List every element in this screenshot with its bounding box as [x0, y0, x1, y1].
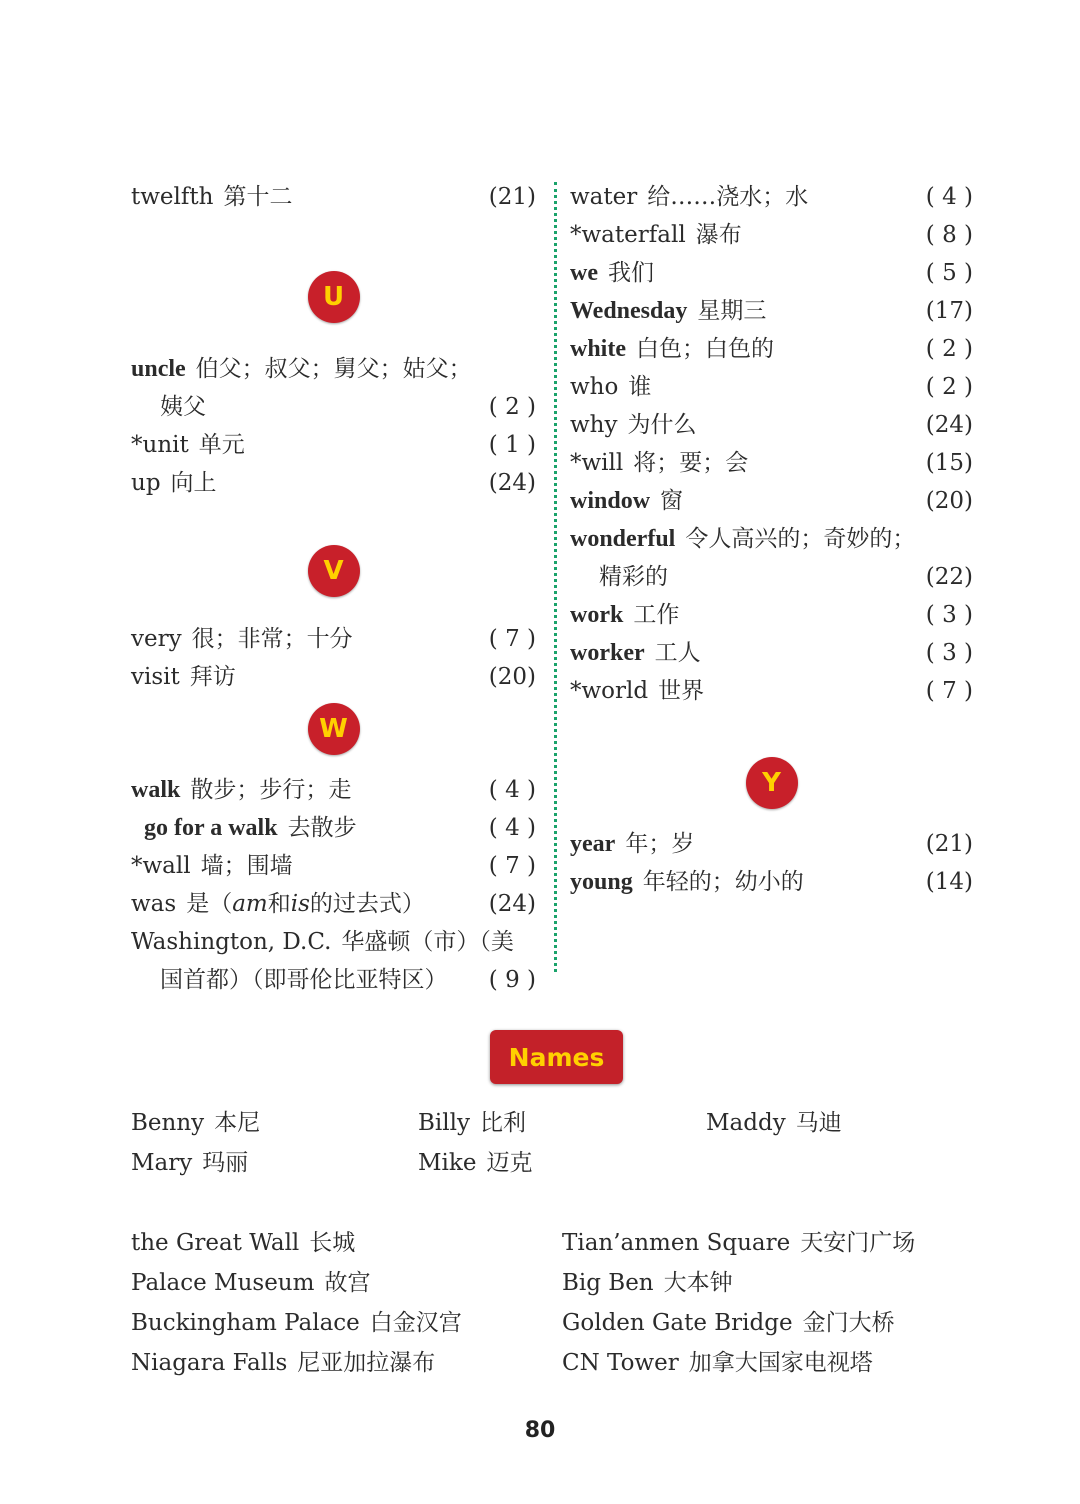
entry-word: water	[570, 184, 638, 210]
entry-meaning-continued: 国首都）（即哥伦比亚特区）	[160, 967, 448, 993]
name-en: Mike	[418, 1150, 477, 1176]
place-cn: 加拿大国家电视塔	[688, 1350, 873, 1376]
entry-unit: ( 4 )	[488, 777, 536, 803]
entry-we	[570, 254, 973, 292]
place-item-cn-tower	[562, 1348, 873, 1378]
entry-go-for-a-walk	[131, 809, 536, 847]
entry-unit: (17)	[925, 298, 973, 324]
entry-unit: ( 3 )	[925, 602, 973, 628]
place-cn: 大本钟	[663, 1270, 733, 1296]
entry-word: *wall	[131, 853, 191, 879]
entry-unit: ( 2 )	[925, 336, 973, 362]
entry-meaning: 向上	[170, 470, 217, 496]
name-cn: 比利	[479, 1110, 526, 1136]
name-cn: 玛丽	[202, 1150, 249, 1176]
entry-who	[570, 368, 973, 406]
entry-meaning: 给……浇水；水	[647, 184, 809, 210]
entry-word: Washington, D.C.	[131, 929, 332, 955]
entry-meaning: 窗	[660, 488, 684, 514]
names-section-title: Names	[490, 1030, 623, 1084]
name-en: Mary	[131, 1150, 193, 1176]
entry-unit: (15)	[925, 450, 973, 476]
letter-badge-v: V	[308, 545, 360, 597]
entry-young	[570, 863, 973, 901]
place-en: Buckingham Palace	[131, 1310, 360, 1336]
name-en: Benny	[131, 1110, 205, 1136]
place-cn: 天安门广场	[800, 1230, 916, 1256]
entry-worker	[570, 634, 973, 672]
entry-unit: ( 9 )	[488, 967, 536, 993]
entry-walk	[131, 771, 536, 809]
entry-meaning: 很；非常；十分	[191, 626, 353, 652]
entry-meaning: 拜访	[189, 664, 236, 690]
name-cn: 马迪	[795, 1110, 842, 1136]
entry-visit	[131, 658, 536, 696]
entry-will	[570, 444, 973, 482]
name-cn: 本尼	[214, 1110, 261, 1136]
entry-up	[131, 464, 536, 502]
entry-meaning: 散步；步行；走	[190, 777, 352, 803]
left-glossary-column	[131, 178, 536, 999]
entry-white	[570, 330, 973, 368]
entry-unit: ( 7 )	[488, 626, 536, 652]
entry-wonderful	[570, 520, 973, 596]
name-en: Billy	[418, 1110, 470, 1136]
letter-badge-w: W	[308, 703, 360, 755]
entry-unit: (24)	[925, 412, 973, 438]
entry-very	[131, 620, 536, 658]
entry-washington-dc	[131, 923, 536, 999]
place-cn: 尼亚加拉瀑布	[297, 1350, 436, 1376]
entry-word: why	[570, 412, 618, 438]
entry-work	[570, 596, 973, 634]
entry-was	[131, 885, 536, 923]
entry-meaning: 世界	[658, 678, 705, 704]
place-en: Tian’anmen Square	[562, 1230, 791, 1256]
entry-meaning: 工作	[633, 602, 680, 628]
entry-word: walk	[131, 777, 181, 803]
entry-meaning	[186, 891, 425, 917]
entry-meaning: 单元	[198, 432, 245, 458]
right-glossary-column	[570, 178, 973, 901]
place-item-great-wall	[131, 1228, 355, 1258]
entry-meaning: 令人高兴的；奇妙的；	[685, 526, 916, 552]
entry-world	[570, 672, 973, 710]
name-cn: 迈克	[486, 1150, 533, 1176]
place-item-palace-museum	[131, 1268, 370, 1298]
entry-word: *unit	[131, 432, 189, 458]
entry-meaning: 墙；围墙	[200, 853, 293, 879]
letter-badge-y: Y	[746, 757, 798, 809]
entry-word: who	[570, 374, 619, 400]
entry-twelfth	[131, 178, 536, 216]
place-item-golden-gate-bridge	[562, 1308, 895, 1338]
entry-meaning: 将；要；会	[633, 450, 749, 476]
entry-wall	[131, 847, 536, 885]
name-item-mike	[418, 1148, 532, 1178]
entry-waterfall	[570, 216, 973, 254]
entry-word: *will	[570, 450, 624, 476]
entry-word: very	[131, 626, 182, 652]
entry-unit: ( 2 )	[488, 394, 536, 420]
meaning-text: 和	[267, 891, 291, 917]
letter-badge-u: U	[308, 271, 360, 323]
entry-unit: (22)	[925, 564, 973, 590]
entry-meaning: 我们	[607, 260, 654, 286]
entry-unit: ( 7 )	[925, 678, 973, 704]
entry-meaning: 伯父；叔父；舅父；姑父；	[195, 356, 472, 382]
entry-meaning-continued: 姨父	[160, 394, 206, 420]
entry-word: visit	[131, 664, 180, 690]
entry-unit: (24)	[488, 470, 536, 496]
entry-meaning: 谁	[628, 374, 652, 400]
entry-word: twelfth	[131, 184, 214, 210]
place-item-tiananmen-square	[562, 1228, 915, 1258]
entry-word: go for a walk	[144, 815, 278, 841]
entry-meaning: 工人	[654, 640, 701, 666]
entry-meaning: 白色；白色的	[636, 336, 774, 362]
entry-word: uncle	[131, 356, 186, 382]
entry-wednesday	[570, 292, 973, 330]
entry-unit: ( 7 )	[488, 853, 536, 879]
name-item-mary	[131, 1148, 248, 1178]
place-cn: 长城	[309, 1230, 356, 1256]
entry-meaning: 华盛顿（市）（美	[341, 929, 514, 955]
entry-unit: ( 4 )	[488, 815, 536, 841]
place-en: CN Tower	[562, 1350, 679, 1376]
name-item-maddy	[706, 1108, 842, 1138]
place-en: the Great Wall	[131, 1230, 300, 1256]
entry-word: worker	[570, 640, 645, 666]
meaning-text: 的过去式）	[309, 891, 425, 917]
name-item-billy	[418, 1108, 526, 1138]
entry-word: young	[570, 869, 633, 895]
entry-word: work	[570, 602, 624, 628]
meaning-text: 是（	[186, 891, 233, 917]
entry-word: *world	[570, 678, 649, 704]
entry-word: wonderful	[570, 526, 676, 552]
entry-meaning: 星期三	[697, 298, 767, 324]
entry-why	[570, 406, 973, 444]
entry-meaning: 第十二	[223, 184, 293, 210]
entry-meaning: 年轻的；幼小的	[642, 869, 804, 895]
entry-word: year	[570, 831, 616, 857]
place-en: Golden Gate Bridge	[562, 1310, 793, 1336]
place-cn: 白金汉宫	[369, 1310, 462, 1336]
name-item-benny	[131, 1108, 260, 1138]
entry-unit: (21)	[488, 184, 536, 210]
entry-meaning: 年；岁	[625, 831, 695, 857]
name-en: Maddy	[706, 1110, 786, 1136]
place-en: Niagara Falls	[131, 1350, 288, 1376]
place-cn: 金门大桥	[802, 1310, 895, 1336]
entry-meaning: 为什么	[627, 412, 697, 438]
place-en: Big Ben	[562, 1270, 654, 1296]
column-divider	[554, 182, 557, 972]
place-item-big-ben	[562, 1268, 733, 1298]
entry-word: white	[570, 336, 626, 362]
entry-unit: (20)	[488, 664, 536, 690]
place-item-buckingham-palace	[131, 1308, 462, 1338]
entry-unit: (24)	[488, 891, 536, 917]
entry-word: window	[570, 488, 651, 514]
entry-unit-word	[131, 426, 536, 464]
place-cn: 故宫	[324, 1270, 371, 1296]
entry-word: was	[131, 891, 177, 917]
entry-unit: ( 2 )	[925, 374, 973, 400]
entry-unit: (20)	[925, 488, 973, 514]
entry-word: Wednesday	[570, 298, 688, 324]
entry-window	[570, 482, 973, 520]
entry-year	[570, 825, 973, 863]
meaning-italic-is: is	[290, 891, 310, 917]
meaning-italic-am: am	[232, 891, 268, 917]
entry-uncle	[131, 350, 536, 426]
entry-word: we	[570, 260, 598, 286]
entry-unit: (21)	[925, 831, 973, 857]
entry-unit: ( 4 )	[925, 184, 973, 210]
place-item-niagara-falls	[131, 1348, 435, 1378]
entry-water	[570, 178, 973, 216]
entry-word: *waterfall	[570, 222, 686, 248]
place-en: Palace Museum	[131, 1270, 315, 1296]
entry-unit: (14)	[925, 869, 973, 895]
entry-unit: ( 8 )	[925, 222, 973, 248]
entry-word: up	[131, 470, 161, 496]
entry-meaning: 瀑布	[695, 222, 742, 248]
page-number: 80	[524, 1418, 556, 1443]
entry-unit: ( 5 )	[925, 260, 973, 286]
entry-meaning-continued: 精彩的	[599, 564, 668, 590]
entry-unit: ( 1 )	[488, 432, 536, 458]
entry-unit: ( 3 )	[925, 640, 973, 666]
entry-meaning: 去散步	[287, 815, 357, 841]
